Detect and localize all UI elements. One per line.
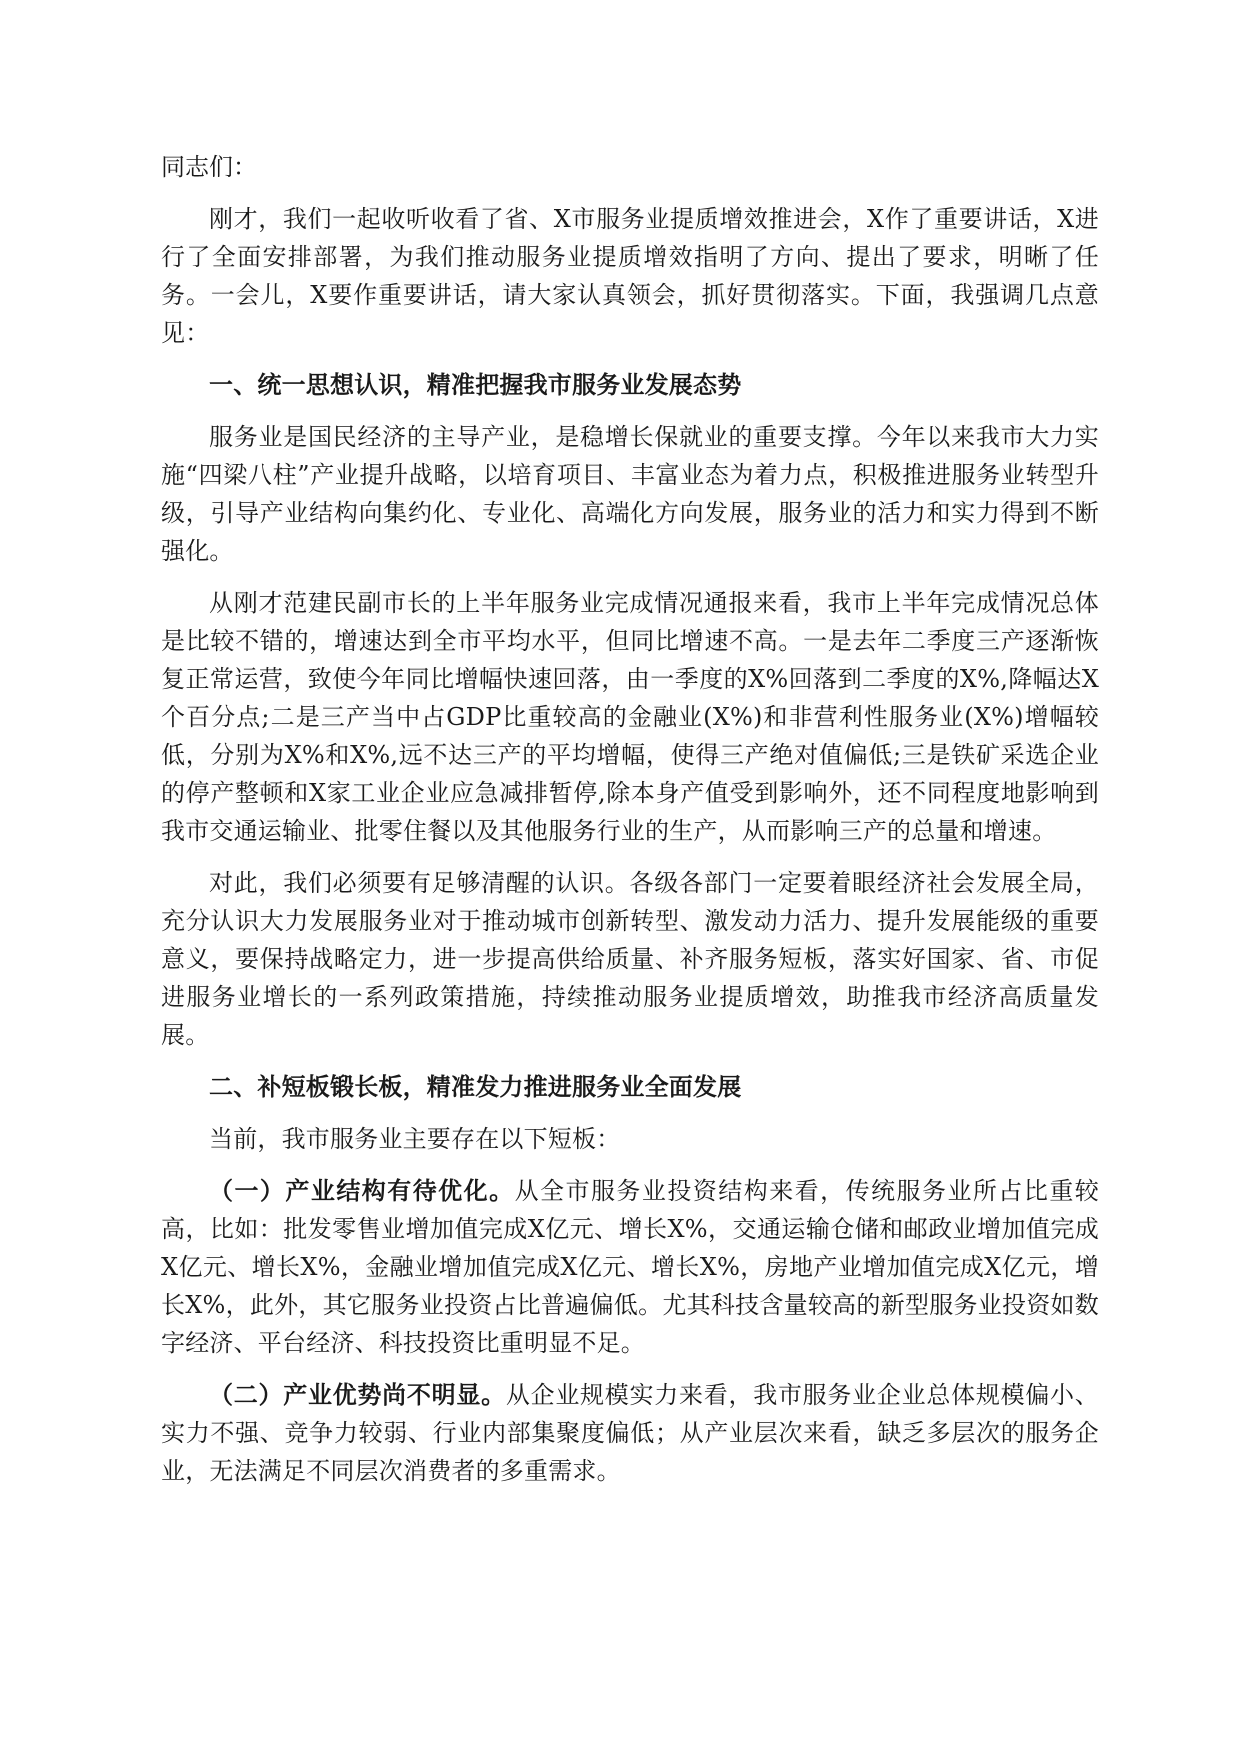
paragraph-awareness: 对此，我们必须要有足够清醒的认识。各级各部门一定要着眼经济社会发展全局，充分认识大力发展服务业对于推动城市创新转型、激发动力活力、提升发展能级的重要意义，要保持战略定力，进一步提高供给质量、补齐服务短板，落实好国家、省、市促进服务业增长的一系列政策措施，持续推动服务业提质增效，助推我市经济高质量发展。 <box>161 869 1099 1049</box>
list-item-advantage <box>161 1376 1099 1490</box>
list-item-structure-text: 从全市服务业投资结构来看，传统服务业所占比重较高，比如：批发零售业增加值完成X亿元、增长X%，交通运输仓储和邮政业增加值完成X亿元、增长X%，金融业增加值完成X亿元、增长X%，房地产业增加值完成X亿元，增长X%，此外，其它服务业投资占比普遍偏低。尤其科技含量较高的新型服务业投资如数字经济、平台经济、科技投资比重明显不足。 <box>161 1177 1099 1357</box>
section-heading-2: 二、补短板锻长板，精准发力推进服务业全面发展 <box>209 1072 742 1101</box>
list-item-advantage-lead: （二）产业优势尚不明显。 <box>209 1380 506 1409</box>
paragraph-half-year-report: 从刚才范建民副市长的上半年服务业完成情况通报来看，我市上半年完成情况总体是比较不错的，增速达到全市平均水平，但同比增速不高。一是去年二季度三产逐渐恢复正常运营，致使今年同比增幅快速回落，由一季度的X%回落到二季度的X%,降幅达X个百分点;二是三产当中占GDP比重较高的金融业(X%)和非营利性服务业(X%)增幅较低，分别为X%和X%,远不达三产的平均增幅，使得三产绝对值偏低;三是铁矿采选企业的停产整顿和X家工业企业应急减排暂停,除本身产值受到影响外，还不同程度地影响到我市交通运输业、批零住餐以及其他服务行业的生产，从而影响三产的总量和增速。 <box>161 589 1099 845</box>
document-page <box>161 148 1099 1504</box>
paragraph-service-industry: 服务业是国民经济的主导产业，是稳增长保就业的重要支撑。今年以来我市大力实施“四梁八柱”产业提升战略，以培育项目、丰富业态为着力点，积极推进服务业转型升级，引导产业结构向集约化、专业化、高端化方向发展，服务业的活力和实力得到不断强化。 <box>161 423 1099 565</box>
paragraph-opening: 刚才，我们一起收听收看了省、X市服务业提质增效推进会，X作了重要讲话，X进行了全面安排部署，为我们推动服务业提质增效指明了方向、提出了要求，明晰了任务。一会儿，X要作重要讲话，请大家认真领会，抓好贯彻落实。下面，我强调几点意见： <box>161 205 1099 347</box>
paragraph-shortcomings-intro: 当前，我市服务业主要存在以下短板： <box>209 1125 621 1153</box>
salutation: 同志们： <box>161 153 257 181</box>
list-item-structure-lead: （一）产业结构有待优化。 <box>209 1176 515 1205</box>
list-item-structure <box>161 1172 1099 1362</box>
list-item-advantage-text: 从企业规模实力来看，我市服务业企业总体规模偏小、实力不强、竞争力较弱、行业内部集聚度偏低；从产业层次来看，缺乏多层次的服务企业，无法满足不同层次消费者的多重需求。 <box>161 1381 1099 1485</box>
section-heading-1: 一、统一思想认识，精准把握我市服务业发展态势 <box>209 370 742 399</box>
